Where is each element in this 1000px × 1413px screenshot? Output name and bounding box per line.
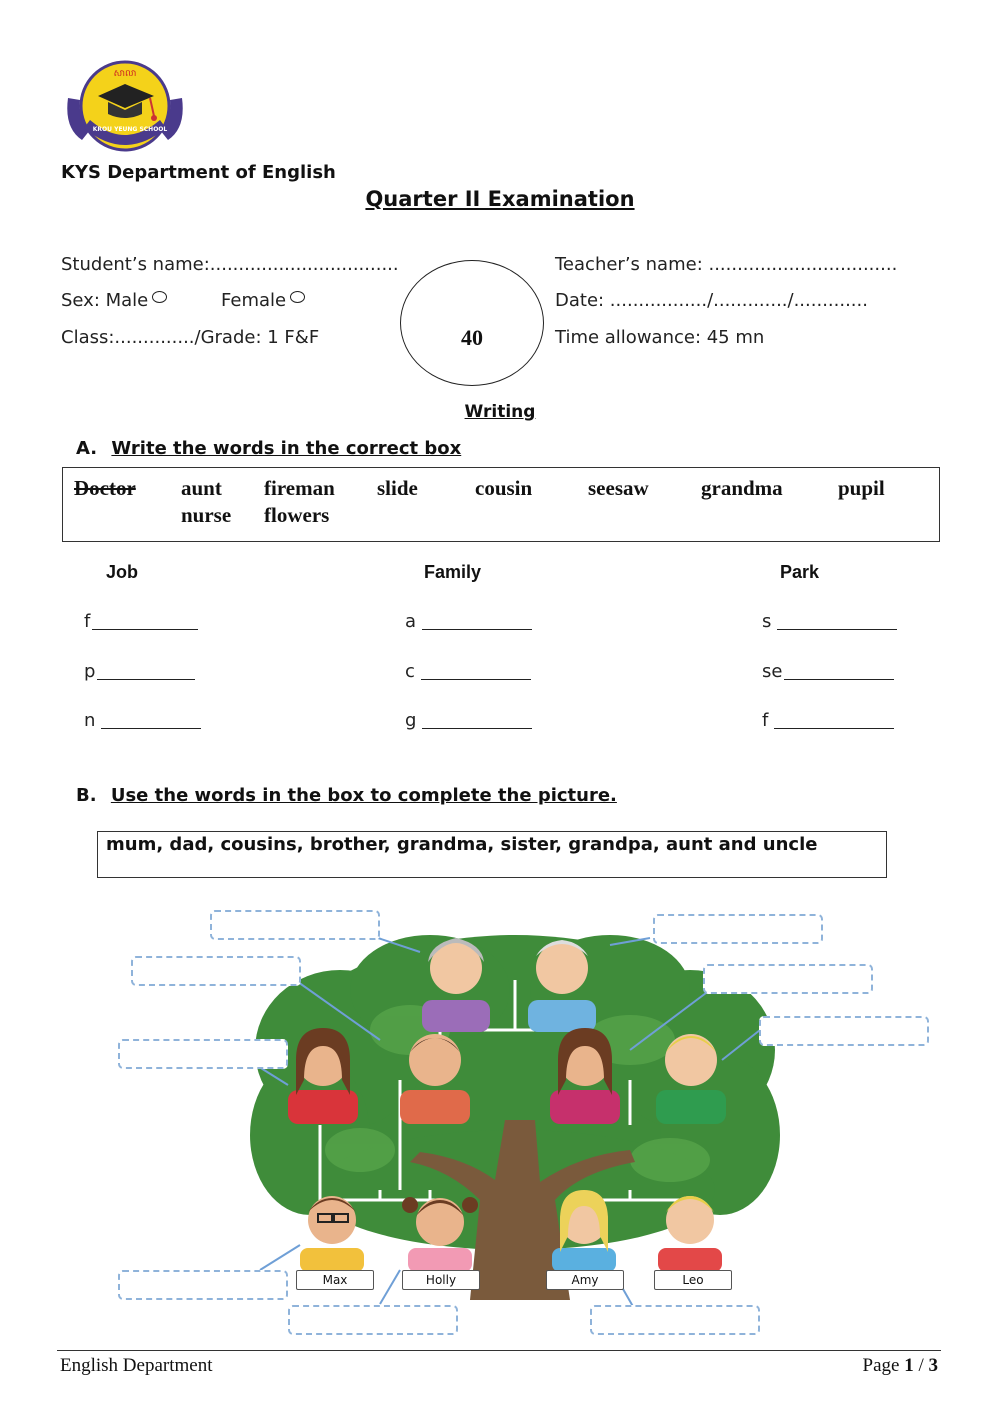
part-a-heading	[76, 438, 461, 459]
department-name: KYS Department of English	[61, 162, 336, 183]
label-box-max[interactable]	[118, 1270, 288, 1300]
student-name-field[interactable]: Student’s name:.................................	[61, 254, 399, 275]
child-name-amy: Amy	[546, 1270, 624, 1290]
word-doctor: Doctor	[74, 476, 136, 500]
label-box-grandma[interactable]	[210, 910, 380, 940]
label-box-grandpa[interactable]	[653, 914, 823, 944]
time-allowance: Time allowance: 45 mn	[555, 327, 765, 348]
label-box-uncle[interactable]	[759, 1016, 929, 1046]
word-nurse: nurse	[181, 503, 232, 527]
school-logo	[62, 58, 188, 158]
word-cousin: cousin	[475, 476, 533, 500]
score-total: 40	[461, 325, 483, 350]
answer-blank-job-2[interactable]: p	[84, 661, 195, 682]
footer-department: English Department	[60, 1355, 213, 1376]
part-b-heading	[76, 785, 617, 806]
answer-blank-park-3[interactable]: f	[762, 710, 894, 731]
female-radio-icon[interactable]	[290, 291, 305, 303]
male-label: Sex: Male	[61, 290, 149, 311]
teacher-name-field[interactable]: Teacher’s name: .................................	[555, 254, 898, 275]
part-a-title: Write the words in the correct box	[111, 438, 462, 459]
word-pupil: pupil	[838, 476, 885, 500]
label-box-tree-left[interactable]	[131, 956, 301, 986]
logo-text: KROU YEUNG SCHOOL	[92, 126, 168, 133]
column-heading-job: Job	[106, 562, 139, 582]
word-fireman: fireman	[264, 476, 335, 500]
female-label: Female	[221, 290, 287, 311]
column-heading-family: Family	[424, 562, 482, 582]
male-radio-icon[interactable]	[152, 291, 167, 303]
answer-blank-family-1[interactable]: a	[405, 611, 532, 632]
footer-divider	[57, 1350, 941, 1351]
part-a-letter: A.	[76, 438, 98, 459]
column-heading-park: Park	[780, 562, 820, 582]
child-name-holly: Holly	[402, 1270, 480, 1290]
answer-blank-park-1[interactable]: s	[762, 611, 897, 632]
answer-blank-family-3[interactable]: g	[405, 710, 532, 731]
part-b-word-box: mum, dad, cousins, brother, grandma, sister, grandpa, aunt and uncle	[97, 831, 887, 878]
label-box-amy[interactable]	[590, 1305, 760, 1335]
exam-title: Quarter II Examination	[365, 187, 635, 211]
word-aunt: aunt	[181, 476, 222, 500]
section-title: Writing	[464, 402, 536, 422]
footer-page-number: Page 1 / 3	[862, 1355, 938, 1376]
child-name-max: Max	[296, 1270, 374, 1290]
label-box-aunt[interactable]	[118, 1039, 288, 1069]
score-circle	[400, 260, 544, 386]
answer-blank-park-2[interactable]: se	[762, 661, 894, 682]
child-name-leo: Leo	[654, 1270, 732, 1290]
answer-blank-job-3[interactable]: n	[84, 710, 201, 731]
class-grade-field[interactable]: Class:............../Grade: 1 F&F	[61, 327, 320, 348]
answer-blank-family-2[interactable]: c	[405, 661, 531, 682]
label-box-holly[interactable]	[288, 1305, 458, 1335]
date-field[interactable]: Date: ................./............./.............	[555, 290, 868, 311]
word-seesaw: seesaw	[588, 476, 649, 500]
label-box-tree-right[interactable]	[703, 964, 873, 994]
svg-text:សាលា: សាលា	[113, 69, 137, 79]
answer-blank-job-1[interactable]: f	[84, 611, 198, 632]
word-grandma: grandma	[701, 476, 783, 500]
sex-male-option[interactable]	[61, 290, 167, 311]
word-slide: slide	[377, 476, 418, 500]
sex-female-option[interactable]	[221, 290, 305, 311]
part-b-title: Use the words in the box to complete the picture.	[110, 785, 617, 806]
word-flowers: flowers	[264, 503, 330, 527]
part-b-letter: B.	[76, 785, 97, 806]
